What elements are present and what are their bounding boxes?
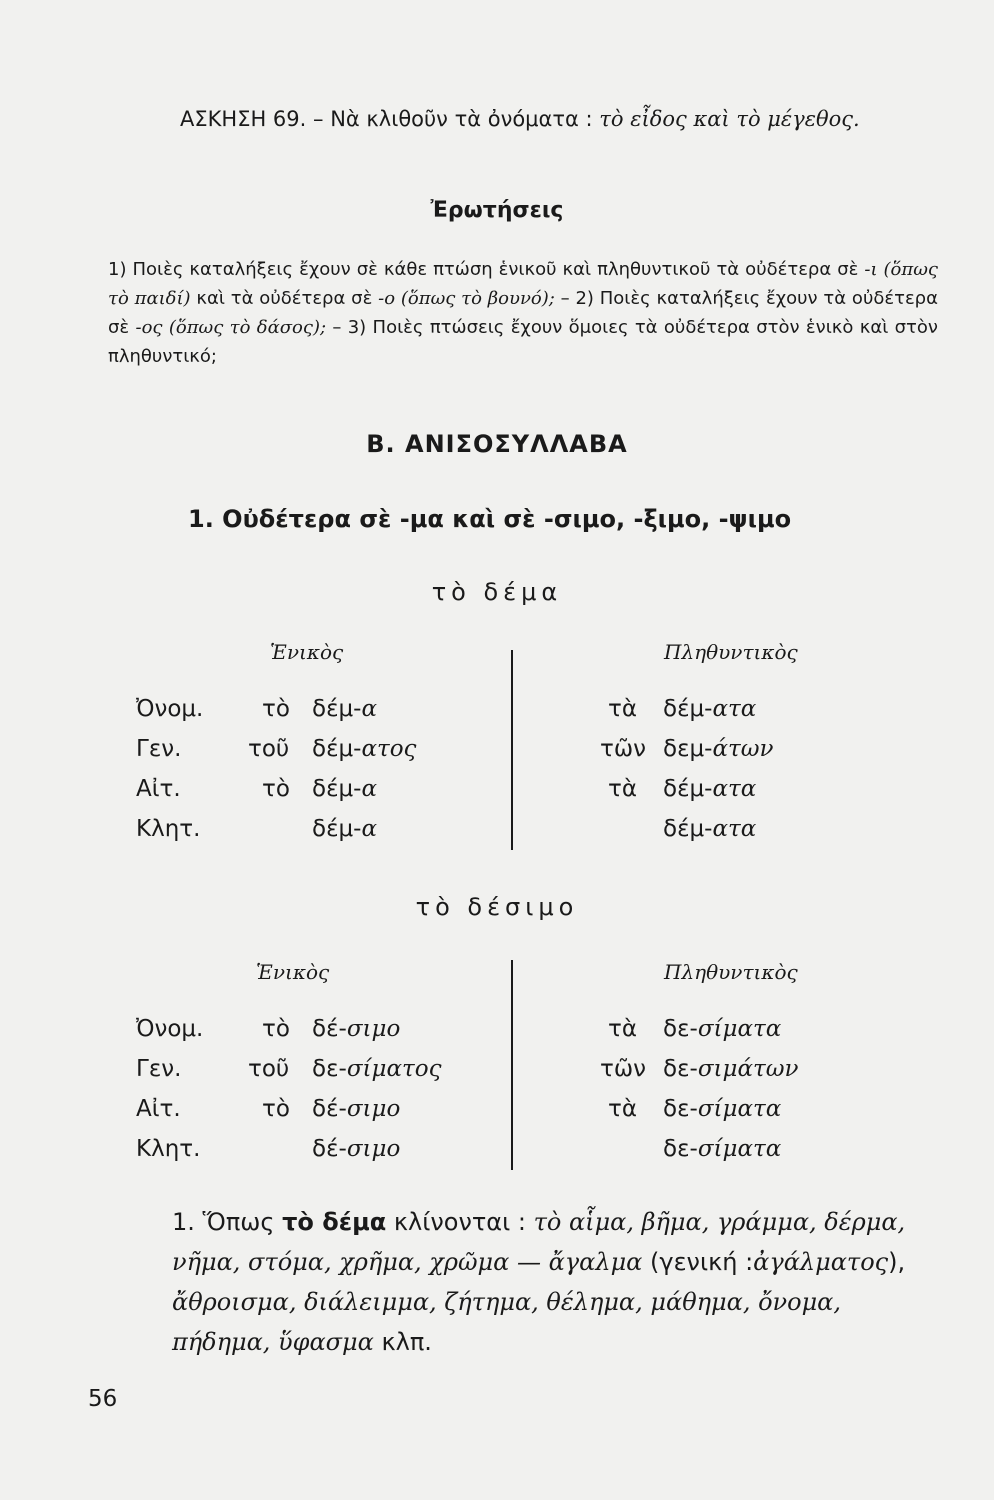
example-paidi: (ὅπως τὸ παιδί): [108, 259, 938, 309]
article-plural: τὰ: [608, 1016, 638, 1042]
form-plural: δε-σίματα: [663, 1016, 782, 1042]
form-plural: δέμ-ατα: [663, 776, 757, 802]
note-verb: κλίνονται :: [393, 1208, 526, 1236]
article-singular: τοῦ: [248, 736, 290, 762]
page-number: 56: [88, 1386, 118, 1412]
form-singular: δέμ-α: [312, 696, 377, 722]
note-examples-2: ἄθροισμα, διάλειμμα, ζήτημα, θέλημα, μάθημα, ὄνομα, πήδημα, ὕφασμα: [172, 1288, 841, 1356]
article-plural: τῶν: [600, 736, 646, 762]
note-paren-close: ),: [888, 1248, 906, 1276]
form-singular: δε-σίματος: [312, 1056, 442, 1082]
article-singular: τὸ: [262, 1096, 290, 1122]
ending-o: -ο: [378, 288, 396, 309]
questions-title: Ἐρωτήσεις: [430, 198, 564, 223]
question-3: – 3) Ποιὲς πτώσεις ἔχουν ὅμοιες τὰ οὐδέτερα στὸν ἑνικὸ καὶ στὸν πληθυντικό;: [108, 317, 938, 367]
question-1-mid: καὶ τὰ οὐδέτερα σὲ: [196, 288, 373, 309]
case-label: Αἰτ.: [136, 776, 181, 802]
paradigm-title-dema: τὸ δέμα: [431, 578, 563, 606]
question-2: – 2) Ποιὲς καταλήξεις ἔχουν τὰ οὐδέτερα σὲ: [108, 288, 938, 338]
case-label: Ὀνομ.: [136, 696, 204, 722]
case-label: Γεν.: [136, 736, 182, 762]
exercise-label: ΑΣΚΗΣΗ 69.: [180, 107, 307, 131]
form-plural: δέμ-ατα: [663, 816, 757, 842]
article-singular: τὸ: [262, 776, 290, 802]
case-label: Ὀνομ.: [136, 1016, 204, 1042]
article-plural: τῶν: [600, 1056, 646, 1082]
article-plural: τὰ: [608, 1096, 638, 1122]
form-singular: δέ-σιμο: [312, 1096, 401, 1122]
note-etc: κλπ.: [381, 1328, 432, 1356]
article-singular: τὸ: [262, 696, 290, 722]
subsection-title: 1. Οὐδέτερα σὲ -μα καὶ σὲ -σιμο, -ξιμο, -ψιμο: [188, 505, 792, 533]
note-special-word: ἄγαλμα: [548, 1248, 643, 1276]
declension-note: [172, 1202, 942, 1362]
example-dasos: (ὅπως τὸ δάσος);: [168, 317, 327, 338]
note-genitive-label: (γενική :: [650, 1248, 754, 1276]
question-1: 1) Ποιὲς καταλήξεις ἔχουν σὲ κάθε πτώση ἑνικοῦ καὶ πληθυντικοῦ τὰ οὐδέτερα σὲ: [108, 259, 859, 280]
article-singular: τὸ: [262, 1016, 290, 1042]
example-vouno: (ὅπως τὸ βουνό);: [400, 288, 555, 309]
column-divider: [511, 650, 513, 850]
column-divider: [511, 960, 513, 1170]
singular-header: Ἑνικὸς: [256, 960, 330, 984]
note-special-genitive: ἀγάλματος: [753, 1248, 889, 1276]
plural-header: Πληθυντικὸς: [664, 640, 798, 664]
ending-i: -ι: [864, 259, 878, 280]
form-singular: δέμ-α: [312, 816, 377, 842]
article-singular: τοῦ: [248, 1056, 290, 1082]
case-label: Γεν.: [136, 1056, 182, 1082]
form-plural: δεμ-άτων: [663, 736, 774, 762]
form-singular: δέμ-ατος: [312, 736, 417, 762]
ending-os: -ος: [135, 317, 163, 338]
form-singular: δέ-σιμο: [312, 1016, 401, 1042]
note-model-word: τὸ δέμα: [282, 1208, 387, 1236]
section-title: Β. ΑΝΙΣΟΣΥΛΛΑΒΑ: [366, 430, 628, 458]
form-plural: δε-σιμάτων: [663, 1056, 799, 1082]
exercise-instruction: – Νὰ κλιθοῦν τὰ ὀνόματα :: [313, 107, 593, 131]
case-label: Κλητ.: [136, 1136, 201, 1162]
form-singular: δέ-σιμο: [312, 1136, 401, 1162]
note-examples-1: τὸ αἷμα, βῆμα, γράμμα, δέρμα, νῆμα, στόμα, χρῆμα, χρῶμα —: [172, 1208, 906, 1276]
paradigm-title-desimo: τὸ δέσιμο: [415, 893, 579, 921]
form-plural: δέμ-ατα: [663, 696, 757, 722]
case-label: Αἰτ.: [136, 1096, 181, 1122]
questions-text: [108, 255, 938, 371]
article-plural: τὰ: [608, 696, 638, 722]
article-plural: τὰ: [608, 776, 638, 802]
exercise-words: τὸ εἶδος καὶ τὸ μέγεθος.: [599, 107, 860, 131]
form-plural: δε-σίματα: [663, 1096, 782, 1122]
form-plural: δε-σίματα: [663, 1136, 782, 1162]
note-number: 1. Ὅπως: [172, 1208, 275, 1236]
form-singular: δέμ-α: [312, 776, 377, 802]
plural-header: Πληθυντικὸς: [664, 960, 798, 984]
exercise-heading: [180, 100, 940, 138]
singular-header: Ἑνικὸς: [270, 640, 344, 664]
case-label: Κλητ.: [136, 816, 201, 842]
